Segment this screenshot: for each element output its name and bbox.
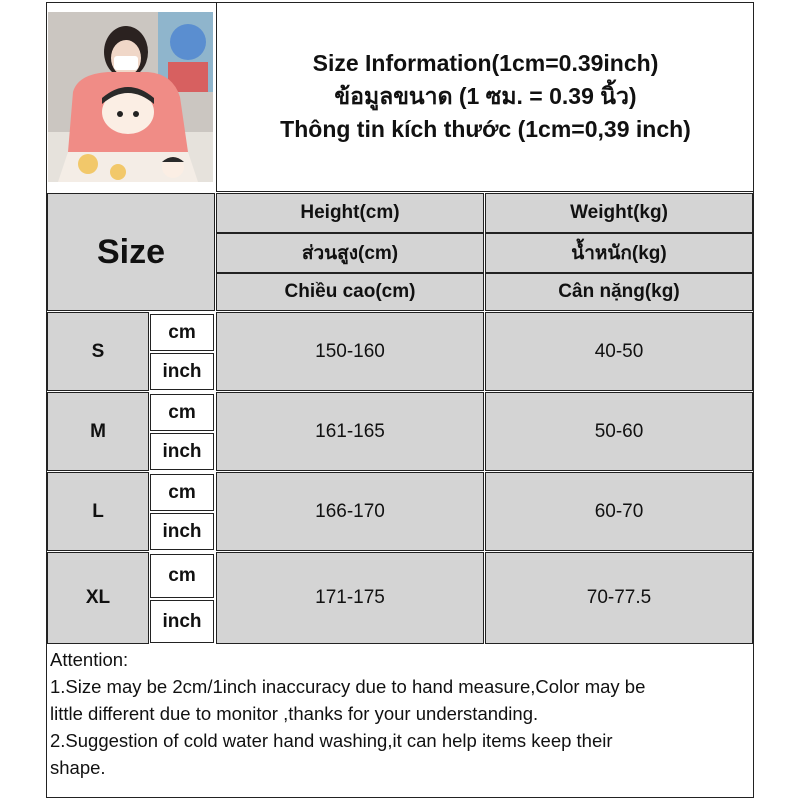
header-vietnamese: Thông tin kích thước (1cm=0,39 inch) [280,116,691,142]
unit-inch-m: inch [150,433,214,470]
unit-cm-l: cm [150,474,214,511]
height-header-th: ส่วนสูง(cm) [216,233,484,273]
unit-inch-xl: inch [150,600,214,643]
unit-inch-l: inch [150,513,214,550]
weight-value-xl: 70-77.5 [485,552,753,644]
attention-notes [48,646,752,796]
height-header-vi: Chiều cao(cm) [216,273,484,311]
height-header-en: Height(cm) [216,193,484,233]
unit-cm-m: cm [150,394,214,431]
size-column-header: Size [47,193,215,311]
size-information-header [216,2,754,192]
size-label-s: S [47,312,149,391]
unit-inch-s: inch [150,353,214,390]
header-english: Size Information(1cm=0.39inch) [312,50,659,76]
size-label-l: L [47,472,149,551]
height-value-xl: 171-175 [216,552,484,644]
size-label-m: M [47,392,149,471]
attention-line-3: 2.Suggestion of cold water hand washing,it can help items keep their [50,730,613,751]
weight-value-m: 50-60 [485,392,753,471]
weight-header-vi: Cân nặng(kg) [485,273,753,311]
attention-line-2: little different due to monitor ,thanks for your understanding. [50,703,539,724]
weight-header-en: Weight(kg) [485,193,753,233]
attention-line-1: 1.Size may be 2cm/1inch inaccuracy due to hand measure,Color may be [50,676,646,697]
weight-header-th: น้ำหนัก(kg) [485,233,753,273]
attention-title: Attention: [50,649,129,670]
height-value-l: 166-170 [216,472,484,551]
height-value-m: 161-165 [216,392,484,471]
size-label-xl: XL [47,552,149,644]
unit-cm-s: cm [150,314,214,351]
weight-value-s: 40-50 [485,312,753,391]
header-thai: ข้อมูลขนาด (1 ซม. = 0.39 นิ้ว) [334,83,637,109]
unit-cm-xl: cm [150,554,214,598]
height-value-s: 150-160 [216,312,484,391]
weight-value-l: 60-70 [485,472,753,551]
attention-line-4: shape. [50,757,106,778]
product-photo [48,12,213,182]
